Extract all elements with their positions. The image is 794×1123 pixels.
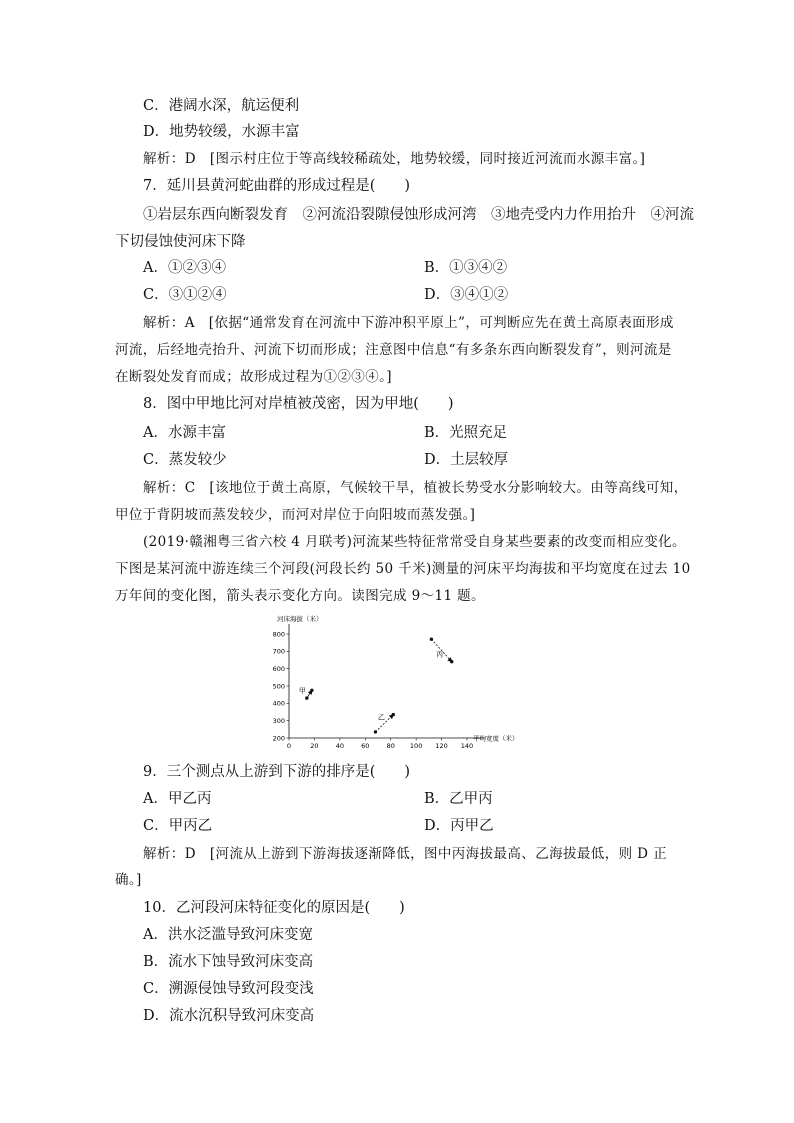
option-9c: C．甲丙乙	[143, 818, 213, 834]
intro-line-3: 万年间的变化图，箭头表示变化方向。读图完成 9～11 题。	[115, 588, 485, 604]
x-tick-label: 80	[386, 742, 395, 750]
data-point-甲-end	[310, 689, 313, 692]
option-7c: C．③①②④	[143, 287, 227, 303]
y-tick-label: 400	[272, 699, 285, 708]
x-tick-label: 140	[460, 742, 474, 750]
option-8d: D．土层较厚	[424, 452, 509, 468]
data-point-丙-start	[430, 638, 433, 641]
option-9a: A．甲乙丙	[143, 791, 212, 807]
series-label-甲: 甲	[298, 687, 306, 696]
analysis-6: 解析：D [图示村庄位于等高线较稀疏处，地势较缓，同时接近河流而水源丰富。]	[143, 151, 646, 167]
analysis-8-line-2: 甲位于背阴坡而蒸发较少，而河对岸位于向阳坡而蒸发强。]	[115, 507, 476, 523]
analysis-9-line-2: 确。]	[115, 872, 142, 888]
option-10c: C．溯源侵蚀导致河段变浅	[143, 981, 314, 997]
y-axis-label: 河床海拔（米）	[277, 615, 323, 623]
analysis-7-line-3: 在断裂处发育而成；故形成过程为①②③④。]	[115, 369, 392, 385]
option-8c: C．蒸发较少	[143, 452, 227, 468]
question-7-statements-2: 下切侵蚀使河床下降	[115, 234, 246, 250]
data-point-乙-end	[392, 713, 395, 716]
option-10b: B．流水下蚀导致河床变高	[143, 954, 314, 970]
x-tick-label: 100	[409, 742, 423, 750]
y-tick-label: 300	[272, 716, 285, 725]
option-10a: A．洪水泛滥导致河床变宽	[143, 927, 313, 943]
intro-line-2: 下图是某河流中游连续三个河段(河段长约 50 千米)测量的河床平均海拔和平均宽度在过去 10	[115, 561, 691, 577]
data-point-丙-end	[450, 660, 453, 663]
river-scatter-chart	[262, 612, 562, 752]
option-8b: B．光照充足	[424, 425, 508, 441]
x-tick-label: 20	[310, 742, 319, 750]
question-10: 10．乙河段河床特征变化的原因是( )	[143, 900, 405, 916]
question-9: 9．三个测点从上游到下游的排序是( )	[143, 764, 411, 780]
x-axis-label: 平均宽度（米）	[473, 734, 519, 743]
option-9b: B．乙甲丙	[424, 791, 493, 807]
data-point-乙-start	[374, 730, 377, 733]
analysis-9-line-1: 解析：D [河流从上游到下游海拔逐渐降低，图中丙海拔最高、乙海拔最低，则 D 正	[143, 846, 667, 862]
series-label-丙: 丙	[436, 650, 444, 659]
y-tick-label: 700	[272, 647, 285, 656]
option-10d: D．流水沉积导致河床变高	[143, 1008, 315, 1024]
option-7d: D．③④①②	[424, 287, 509, 303]
x-tick-label: 60	[361, 742, 370, 750]
analysis-8-line-1: 解析：C [该地位于黄土高原，气候较干旱，植被长势受水分影响较大。由等高线可知，	[143, 480, 688, 496]
intro-line-1: (2019·赣湘粤三省六校 4 月联考)河流某些特征常常受自身某些要素的改变而相应变化。	[143, 534, 686, 550]
y-tick-label: 500	[272, 682, 285, 691]
y-tick-label: 200	[272, 734, 285, 743]
analysis-7-line-1: 解析：A [依据“通常发育在河流中下游冲积平原上”，可判断应先在黄土高原表面形成	[143, 315, 674, 331]
option-8a: A．水源丰富	[143, 425, 226, 441]
question-8: 8．图中甲地比河对岸植被茂密，因为甲地( )	[143, 396, 454, 412]
option-6c: C．港阔水深，航运便利	[143, 98, 300, 114]
series-label-乙: 乙	[377, 713, 385, 722]
option-7a: A．①②③④	[143, 260, 226, 276]
data-point-甲-start	[305, 696, 308, 699]
y-tick-label: 600	[272, 664, 285, 673]
question-7: 7．延川县黄河蛇曲群的形成过程是( )	[143, 178, 411, 194]
option-9d: D．丙甲乙	[424, 818, 494, 834]
option-6d: D．地势较缓，水源丰富	[143, 124, 300, 140]
question-7-statements-1: ①岩层东西向断裂发育 ②河流沿裂隙侵蚀形成河湾 ③地壳受内力作用抬升 ④河流	[143, 207, 694, 223]
x-tick-label: 120	[435, 742, 448, 750]
x-tick-label: 0	[286, 742, 292, 750]
option-7b: B．①③④②	[424, 260, 508, 276]
analysis-7-line-2: 河流，后经地壳抬升、河流下切而形成；注意图中信息“有多条东西向断裂发育”，则河流是	[115, 342, 672, 358]
y-tick-label: 800	[272, 630, 285, 639]
x-tick-label: 40	[335, 742, 344, 750]
